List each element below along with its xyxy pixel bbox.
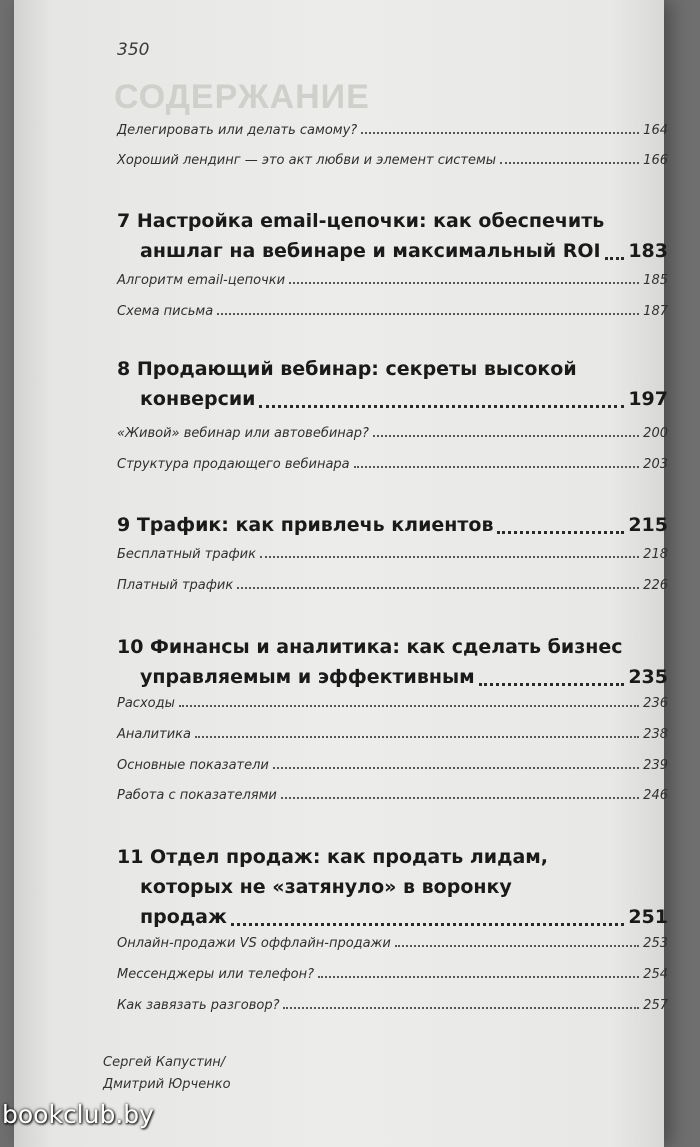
toc-page-number: 215 xyxy=(628,514,668,536)
toc-chapter-title: продаж xyxy=(140,906,227,928)
dot-leader xyxy=(318,976,639,978)
toc-subentry xyxy=(117,689,668,711)
toc-page-number: 257 xyxy=(643,998,668,1013)
dot-leader xyxy=(259,405,624,408)
dot-leader xyxy=(237,587,639,589)
toc-chapter-title: аншлаг на вебинаре и максимальный ROI xyxy=(140,240,601,262)
toc-subentry xyxy=(117,450,668,472)
dot-leader xyxy=(231,923,624,926)
toc-chapter-line xyxy=(117,842,668,872)
toc-page-number: 183 xyxy=(628,240,668,262)
toc-subentry-title: Делегировать или делать самому? xyxy=(117,123,358,138)
toc-subentry xyxy=(117,297,668,319)
toc-page-number: 254 xyxy=(643,967,668,982)
page-number: 350 xyxy=(117,40,150,60)
dot-leader xyxy=(289,282,639,284)
watermark: bookclub.by xyxy=(2,1100,154,1129)
dot-leader xyxy=(395,945,639,947)
toc-chapter xyxy=(117,354,668,414)
toc-chapter-line xyxy=(117,206,668,236)
toc-subentry-title: Онлайн-продажи VS оффлайн-продажи xyxy=(117,936,391,951)
toc-page-number: 239 xyxy=(643,758,668,773)
dot-leader xyxy=(283,1007,639,1009)
toc-subentry xyxy=(117,781,668,803)
toc-chapter-line xyxy=(117,510,668,540)
toc-subentry xyxy=(117,146,668,168)
dot-leader xyxy=(605,257,625,260)
toc-subentry xyxy=(117,419,668,441)
toc-chapter-title: 11 Отдел продаж: как продать лидам, xyxy=(117,846,549,868)
toc-chapter xyxy=(117,510,668,540)
toc-page-number: 164 xyxy=(643,123,668,138)
author-line: Сергей Капустин/ xyxy=(103,1055,226,1070)
toc-chapter xyxy=(117,206,668,266)
toc-subentry xyxy=(117,116,668,138)
toc-chapter-line xyxy=(117,384,668,414)
dot-leader xyxy=(195,736,639,738)
toc-page-number: 253 xyxy=(643,936,668,951)
toc-subentry-title: Работа с показателями xyxy=(117,788,277,803)
toc-page-number: 197 xyxy=(628,388,668,410)
dot-leader xyxy=(260,556,639,558)
toc-chapter-line xyxy=(117,872,668,902)
toc-subentry xyxy=(117,751,668,773)
toc-subentry xyxy=(117,571,668,593)
toc-page-number: 246 xyxy=(643,788,668,803)
toc-page-number: 236 xyxy=(643,696,668,711)
dot-leader xyxy=(217,313,639,315)
toc-subentry xyxy=(117,540,668,562)
dot-leader xyxy=(479,683,625,686)
toc-chapter-line xyxy=(117,236,668,266)
toc-subentry xyxy=(117,266,668,288)
toc-page-number: 238 xyxy=(643,727,668,742)
toc-subentry-title: Бесплатный трафик xyxy=(117,547,256,562)
toc-page-number: 166 xyxy=(643,153,668,168)
toc-chapter-title: 10 Финансы и аналитика: как сделать бизнес xyxy=(117,636,623,658)
toc-chapter-title: 7 Настройка email-цепочки: как обеспечить xyxy=(117,210,605,232)
toc-chapter-title: конверсии xyxy=(140,388,256,410)
dot-leader xyxy=(354,466,640,468)
toc-chapter-line xyxy=(117,902,668,932)
toc-chapter-line xyxy=(117,662,668,692)
book-page xyxy=(14,0,668,1147)
toc-page-number: 235 xyxy=(628,666,668,688)
toc-subentry xyxy=(117,991,668,1013)
toc-chapter-line xyxy=(117,354,668,384)
toc-chapter-title: которых не «затянуло» в воронку xyxy=(140,876,512,898)
toc-subentry-title: «Живой» вебинар или автовебинар? xyxy=(117,426,369,441)
toc-subentry-title: Алгоритм email-цепочки xyxy=(117,273,286,288)
toc-page-number: 187 xyxy=(643,304,668,319)
toc-chapter xyxy=(117,842,668,932)
authors xyxy=(103,1052,231,1096)
dot-leader xyxy=(497,531,624,534)
toc-page-number: 218 xyxy=(643,547,668,562)
toc-subentry-title: Хороший лендинг — это акт любви и элемент системы xyxy=(117,153,497,168)
toc-subentry-title: Как завязать разговор? xyxy=(117,998,280,1013)
toc-page-number: 251 xyxy=(628,906,668,928)
dot-leader xyxy=(179,705,639,707)
toc-page-number: 185 xyxy=(643,273,668,288)
toc-subentry-title: Аналитика xyxy=(117,727,191,742)
toc-chapter xyxy=(117,632,668,692)
toc-subentry xyxy=(117,720,668,742)
toc-subentry xyxy=(117,929,668,951)
dot-leader xyxy=(373,435,639,437)
toc-chapter-title: 8 Продающий вебинар: секреты высокой xyxy=(117,358,577,380)
toc-subentry-title: Расходы xyxy=(117,696,175,711)
dot-leader xyxy=(281,797,639,799)
ghost-heading: СОДЕРЖАНИЕ xyxy=(114,78,370,116)
toc-page-number: 203 xyxy=(643,457,668,472)
toc-subentry-title: Структура продающего вебинара xyxy=(117,457,350,472)
toc-subentry-title: Схема письма xyxy=(117,304,214,319)
toc-subentry xyxy=(117,960,668,982)
toc-subentry-title: Платный трафик xyxy=(117,578,234,593)
dot-leader xyxy=(361,132,639,134)
toc-subentry-title: Мессенджеры или телефон? xyxy=(117,967,315,982)
dot-leader xyxy=(500,162,639,164)
toc-page-number: 226 xyxy=(643,578,668,593)
dot-leader xyxy=(273,767,639,769)
toc-chapter-line xyxy=(117,632,668,662)
toc-page-number: 200 xyxy=(643,426,668,441)
author-line: Дмитрий Юрченко xyxy=(103,1077,231,1092)
toc-subentry-title: Основные показатели xyxy=(117,758,269,773)
toc-chapter-title: управляемым и эффективным xyxy=(140,666,475,688)
toc-chapter-title: 9 Трафик: как привлечь клиентов xyxy=(117,514,494,536)
